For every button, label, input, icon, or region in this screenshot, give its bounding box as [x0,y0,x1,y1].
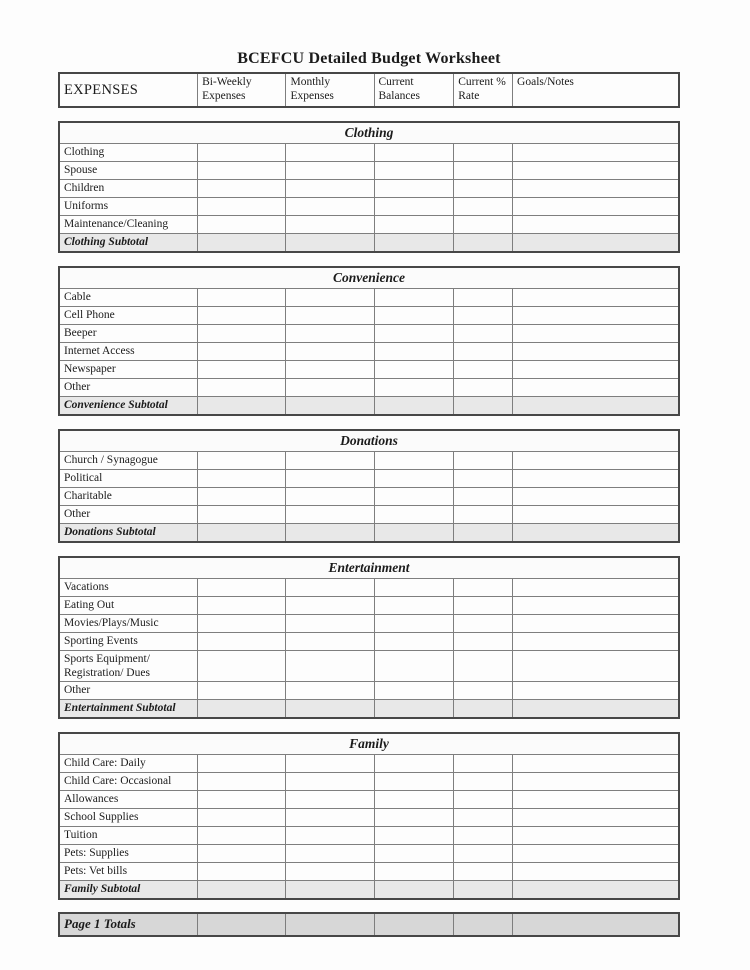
value-cell [286,827,374,845]
value-cell [286,452,374,470]
value-cell [513,651,679,682]
value-cell [198,651,286,682]
value-cell [454,651,513,682]
table-row [59,361,679,379]
header-col-goals-notes: Goals/Notes [513,73,679,107]
value-cell [374,180,454,198]
section-title: Family [59,733,679,755]
value-cell [374,162,454,180]
value-cell [198,682,286,700]
value-cell [454,216,513,234]
value-cell [374,216,454,234]
value-cell [286,144,374,162]
table-row [59,198,679,216]
section-table-clothing [58,121,680,253]
value-cell [374,809,454,827]
totals-value-cell [454,913,513,936]
value-cell [198,488,286,506]
section-title-row [59,733,679,755]
value-cell [286,579,374,597]
row-label-cell: Church / Synagogue [59,452,198,470]
table-row [59,863,679,881]
row-label-cell: Pets: Vet bills [59,863,198,881]
table-row [59,343,679,361]
value-cell [198,773,286,791]
value-cell [454,289,513,307]
value-cell [454,682,513,700]
totals-value-cell [513,913,679,936]
value-cell [513,615,679,633]
row-label-cell: School Supplies [59,809,198,827]
table-row [59,379,679,397]
table-row [59,506,679,524]
value-cell [374,307,454,325]
value-cell [286,633,374,651]
totals-value-cell [374,913,454,936]
value-cell [454,307,513,325]
value-cell [286,307,374,325]
value-cell [286,791,374,809]
subtotal-value-cell [513,700,679,719]
page-title: BCEFCU Detailed Budget Worksheet [237,50,501,67]
value-cell [513,579,679,597]
value-cell [286,289,374,307]
value-cell [513,361,679,379]
row-label-cell: Newspaper [59,361,198,379]
subtotal-value-cell [198,234,286,253]
row-label-cell: Beeper [59,325,198,343]
value-cell [374,827,454,845]
value-cell [513,633,679,651]
section-title-row [59,122,679,144]
value-cell [198,827,286,845]
value-cell [198,325,286,343]
value-cell [454,379,513,397]
subtotal-label-cell: Family Subtotal [59,881,198,900]
value-cell [513,682,679,700]
table-row [59,651,679,682]
value-cell [374,682,454,700]
value-cell [286,162,374,180]
row-label-cell: Cable [59,289,198,307]
subtotal-value-cell [454,700,513,719]
subtotal-label-cell: Clothing Subtotal [59,234,198,253]
value-cell [454,488,513,506]
value-cell [513,452,679,470]
value-cell [198,791,286,809]
value-cell [513,289,679,307]
row-label-cell: Clothing [59,144,198,162]
value-cell [198,809,286,827]
subtotal-value-cell [374,700,454,719]
page-totals-row [59,913,679,936]
value-cell [454,633,513,651]
subtotal-value-cell [513,524,679,543]
value-cell [454,827,513,845]
subtotal-value-cell [454,397,513,416]
value-cell [374,506,454,524]
subtotal-value-cell [286,881,374,900]
value-cell [286,470,374,488]
value-cell [198,307,286,325]
value-cell [374,470,454,488]
value-cell [374,343,454,361]
value-cell [374,651,454,682]
value-cell [286,863,374,881]
value-cell [286,651,374,682]
value-cell [454,773,513,791]
value-cell [454,361,513,379]
row-label-cell: Charitable [59,488,198,506]
value-cell [286,506,374,524]
value-cell [513,470,679,488]
value-cell [286,755,374,773]
row-label-cell: Child Care: Daily [59,755,198,773]
sections-container [58,121,680,900]
subtotal-value-cell [513,881,679,900]
row-label-cell: Movies/Plays/Music [59,615,198,633]
value-cell [454,506,513,524]
subtotal-row [59,700,679,719]
row-label-cell: Vacations [59,579,198,597]
value-cell [198,755,286,773]
section-table-donations [58,429,680,543]
value-cell [454,615,513,633]
subtotal-row [59,524,679,543]
value-cell [374,615,454,633]
header-col-current-balances: Current Balances [374,73,454,107]
subtotal-row [59,881,679,900]
value-cell [286,809,374,827]
value-cell [513,506,679,524]
subtotal-value-cell [374,397,454,416]
header-col-monthly-expenses: Monthly Expenses [286,73,374,107]
value-cell [198,845,286,863]
section-table-entertainment [58,556,680,719]
value-cell [286,343,374,361]
table-row [59,216,679,234]
subtotal-value-cell [374,881,454,900]
subtotal-value-cell [454,524,513,543]
table-row [59,633,679,651]
subtotal-row [59,234,679,253]
value-cell [454,809,513,827]
value-cell [454,452,513,470]
value-cell [198,863,286,881]
row-label-cell: Sports Equipment/ Registration/ Dues [59,651,198,682]
value-cell [198,615,286,633]
value-cell [454,579,513,597]
row-label-cell: Cell Phone [59,307,198,325]
subtotal-value-cell [374,234,454,253]
value-cell [374,597,454,615]
table-row [59,289,679,307]
section-title-row [59,267,679,289]
value-cell [513,198,679,216]
row-label-cell: Spouse [59,162,198,180]
value-cell [513,845,679,863]
subtotal-value-cell [198,524,286,543]
table-row [59,755,679,773]
table-row [59,845,679,863]
subtotal-value-cell [513,397,679,416]
value-cell [374,379,454,397]
value-cell [286,845,374,863]
section-title-row [59,557,679,579]
table-row [59,773,679,791]
value-cell [374,633,454,651]
value-cell [286,682,374,700]
table-row [59,809,679,827]
value-cell [513,755,679,773]
row-label-cell: Other [59,682,198,700]
value-cell [198,198,286,216]
worksheet-page [58,0,680,937]
value-cell [198,470,286,488]
value-cell [513,379,679,397]
value-cell [513,216,679,234]
subtotal-label-cell: Donations Subtotal [59,524,198,543]
value-cell [454,198,513,216]
table-row [59,682,679,700]
table-row [59,579,679,597]
value-cell [286,180,374,198]
row-label-cell: Allowances [59,791,198,809]
row-label-cell: Tuition [59,827,198,845]
value-cell [286,361,374,379]
value-cell [374,144,454,162]
subtotal-value-cell [454,881,513,900]
subtotal-value-cell [286,700,374,719]
value-cell [198,216,286,234]
row-label-cell: Internet Access [59,343,198,361]
row-label-cell: Pets: Supplies [59,845,198,863]
value-cell [374,791,454,809]
value-cell [454,597,513,615]
header-col-biweekly-expenses: Bi-Weekly Expenses [198,73,286,107]
section-table-convenience [58,266,680,416]
row-label-cell: Eating Out [59,597,198,615]
value-cell [286,198,374,216]
row-label-cell: Children [59,180,198,198]
table-row [59,325,679,343]
value-cell [374,361,454,379]
section-title: Convenience [59,267,679,289]
value-cell [198,162,286,180]
value-cell [374,773,454,791]
value-cell [374,198,454,216]
value-cell [513,809,679,827]
expenses-header-table [58,72,680,108]
value-cell [513,863,679,881]
value-cell [454,791,513,809]
value-cell [374,289,454,307]
row-label-cell: Child Care: Occasional [59,773,198,791]
value-cell [374,845,454,863]
value-cell [513,488,679,506]
value-cell [454,470,513,488]
value-cell [513,827,679,845]
value-cell [454,755,513,773]
value-cell [198,361,286,379]
value-cell [198,343,286,361]
value-cell [454,144,513,162]
value-cell [374,579,454,597]
subtotal-value-cell [198,881,286,900]
value-cell [286,488,374,506]
value-cell [198,289,286,307]
value-cell [374,755,454,773]
value-cell [374,452,454,470]
value-cell [198,144,286,162]
table-row [59,144,679,162]
value-cell [513,773,679,791]
totals-value-cell [286,913,374,936]
section-title: Clothing [59,122,679,144]
page-totals-table [58,912,680,937]
row-label-cell: Other [59,506,198,524]
subtotal-label-cell: Convenience Subtotal [59,397,198,416]
value-cell [198,379,286,397]
row-label-cell: Maintenance/Cleaning [59,216,198,234]
header-expenses-label: EXPENSES [59,73,198,107]
row-label-cell: Uniforms [59,198,198,216]
value-cell [198,452,286,470]
totals-value-cell [198,913,286,936]
value-cell [513,343,679,361]
value-cell [513,325,679,343]
subtotal-value-cell [513,234,679,253]
page-totals-label: Page 1 Totals [59,913,198,936]
value-cell [513,597,679,615]
value-cell [454,325,513,343]
value-cell [286,379,374,397]
value-cell [513,307,679,325]
value-cell [454,162,513,180]
value-cell [286,597,374,615]
table-row [59,162,679,180]
subtotal-label-cell: Entertainment Subtotal [59,700,198,719]
value-cell [513,144,679,162]
value-cell [198,180,286,198]
subtotal-value-cell [198,700,286,719]
value-cell [286,216,374,234]
subtotal-value-cell [198,397,286,416]
section-title: Entertainment [59,557,679,579]
value-cell [374,325,454,343]
subtotal-value-cell [454,234,513,253]
value-cell [198,506,286,524]
value-cell [286,615,374,633]
table-row [59,488,679,506]
table-row [59,452,679,470]
subtotal-value-cell [286,524,374,543]
row-label-cell: Political [59,470,198,488]
value-cell [513,791,679,809]
value-cell [374,863,454,881]
subtotal-value-cell [374,524,454,543]
value-cell [374,488,454,506]
value-cell [198,579,286,597]
row-label-cell: Other [59,379,198,397]
subtotal-value-cell [286,234,374,253]
table-row [59,615,679,633]
section-title: Donations [59,430,679,452]
value-cell [454,863,513,881]
value-cell [286,325,374,343]
table-row [59,180,679,198]
value-cell [454,845,513,863]
value-cell [198,597,286,615]
value-cell [286,773,374,791]
value-cell [198,633,286,651]
subtotal-value-cell [286,397,374,416]
value-cell [513,162,679,180]
subtotal-row [59,397,679,416]
section-title-row [59,430,679,452]
row-label-cell: Sporting Events [59,633,198,651]
table-row [59,791,679,809]
value-cell [454,343,513,361]
value-cell [454,180,513,198]
section-table-family [58,732,680,900]
table-row [59,597,679,615]
header-col-current-rate: Current % Rate [454,73,513,107]
table-row [59,307,679,325]
value-cell [513,180,679,198]
table-row [59,470,679,488]
table-row [59,827,679,845]
